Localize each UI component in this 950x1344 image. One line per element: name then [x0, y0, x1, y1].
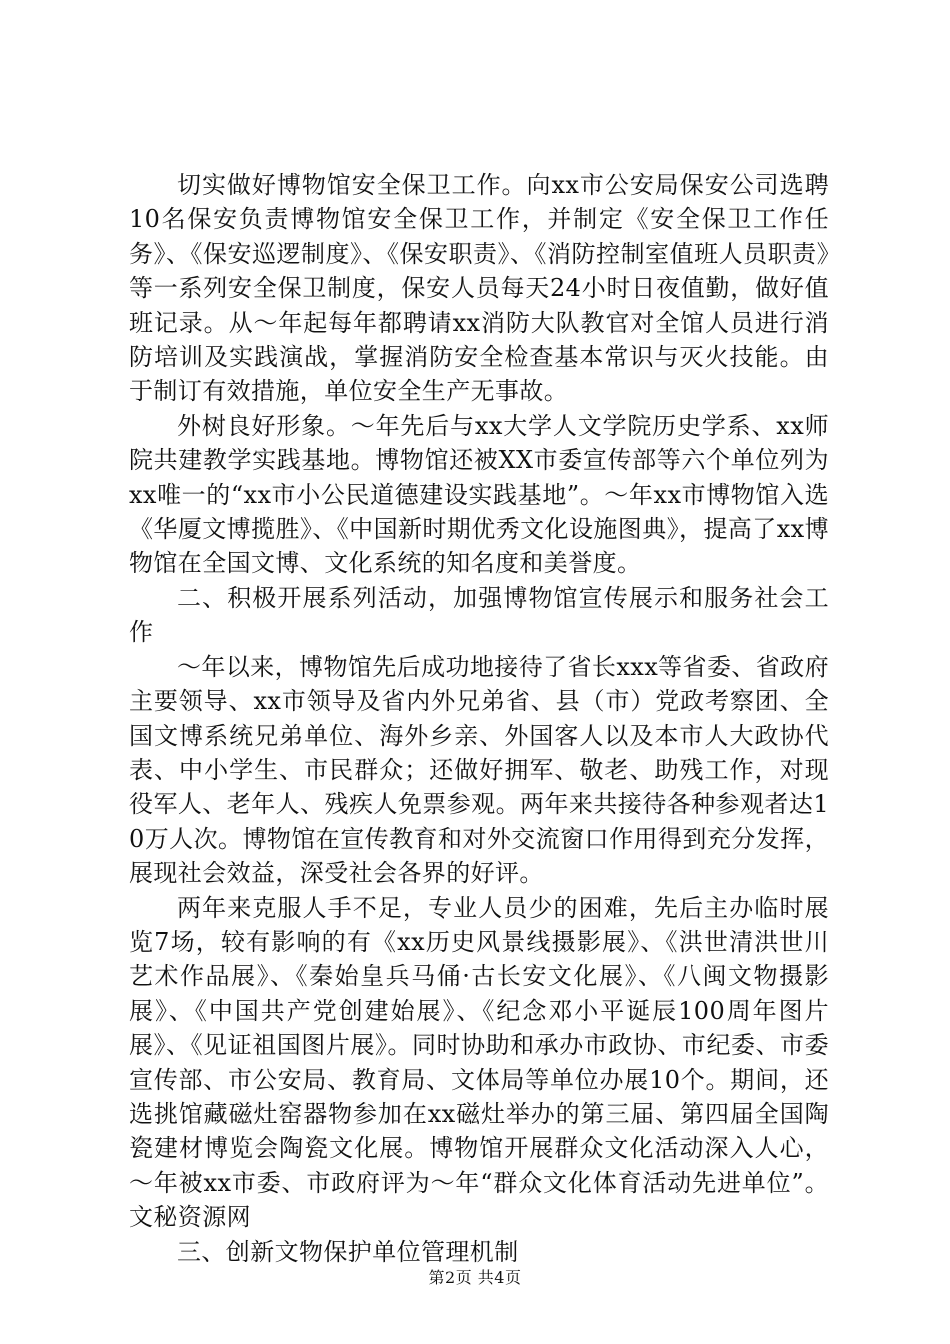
paragraph-security: 切实做好博物馆安全保卫工作。向xx市公安局保安公司选聘10名保安负责博物馆安全保卫工作，并制定《安全保卫工作任务》、《保安巡逻制度》、《保安职责》、《消防控制室值班人员职责》等一系列安全保卫制度，保安人员每天24小时日夜值勤，做好值班记录。从～年起每年都聘请xx消防大队教官对全馆人员进行消防培训及实践演战，掌握消防安全检查基本常识与灭火技能。由于制订有效措施，单位安全生产无事故。	[129, 171, 829, 406]
section-heading-activities: 二、积极开展系列活动，加强博物馆宣传展示和服务社会工作	[129, 583, 829, 647]
page-footer: 第2页 共4页	[428, 1268, 522, 1287]
paragraph-exhibitions: 两年来克服人手不足，专业人员少的困难，先后主办临时展览7场，较有影响的有《xx历史风景线摄影展》、《洪世清洪世川艺术作品展》、《秦始皇兵马俑·古长安文化展》、《八闽文物摄影展》、《中国共产党创建始展》、《纪念邓小平诞辰100周年图片展》、《见证祖国图片展》。同时协助和承办市政协、市纪委、市委宣传部、市公安局、教育局、文体局等单位办展10个。期间，还选挑馆藏磁灶窑器物参加在xx磁灶举办的第三届、第四届全国陶瓷建材博览会陶瓷文化展。博物馆开展群众文化活动深入人心，～年被xx市委、市政府评为～年“群众文化体育活动先进单位”。文秘资源网	[129, 893, 829, 1232]
document-body	[129, 168, 829, 1269]
section-heading-management: 三、创新文物保护单位管理机制	[177, 1237, 519, 1266]
paragraph-image: 外树良好形象。～年先后与xx大学人文学院历史学系、xx师院共建教学实践基地。博物馆还被XX市委宣传部等六个单位列为xx唯一的“xx市小公民道德建设实践基地”。～年xx市博物馆入选《华厦文博揽胜》、《中国新时期优秀文化设施图典》，提高了xx博物馆在全国文博、文化系统的知名度和美誉度。	[129, 411, 829, 578]
paragraph-reception: ～年以来，博物馆先后成功地接待了省长xxx等省委、省政府主要领导、xx市领导及省内外兄弟省、县（市）党政考察团、全国文博系统兄弟单位、海外乡亲、外国客人以及本市人大政协代表、中小学生、市民群众；还做好拥军、敬老、助残工作，对现役军人、老年人、残疾人免票参观。两年来共接待各种参观者达10万人次。博物馆在宣传教育和对外交流窗口作用得到充分发挥，展现社会效益，深受社会各界的好评。	[129, 652, 829, 888]
